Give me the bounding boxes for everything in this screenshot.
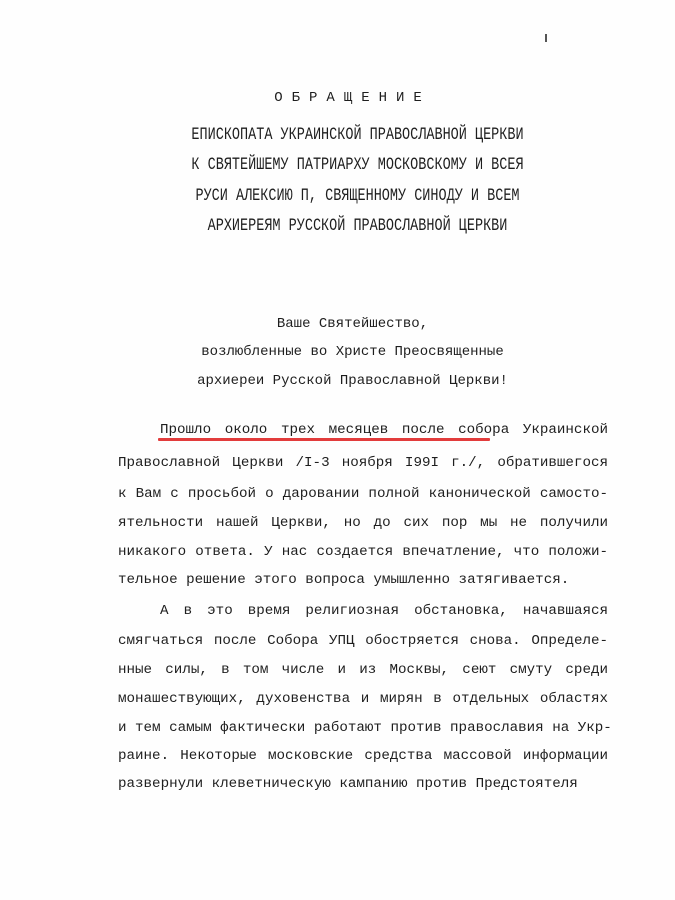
document-title: ОБРАЩЕНИЕ (274, 90, 431, 106)
subtitle-line: ЕПИСКОПАТА УКРАИНСКОЙ ПРАВОСЛАВНОЙ ЦЕРКВИ (191, 125, 524, 146)
body-line: тельное решение этого вопроса умышленно затягивается. (118, 572, 570, 588)
greeting-line: возлюбленные во Христе Преосвященные (201, 344, 504, 360)
body-line: и тем самым фактически работают против православия на Укр- (118, 720, 612, 736)
body-line: нные силы, в том числе и из Москвы, сеют смуту среди (118, 662, 608, 678)
red-underline-annotation (158, 438, 490, 441)
body-line: к Вам с просьбой о даровании полной канонической самосто- (118, 486, 608, 502)
body-line: монашествующих, духовенства и мирян в отдельных областях (118, 691, 608, 707)
greeting-line: архиереи Русской Православной Церкви! (197, 373, 508, 389)
body-line: развернули клеветническую кампанию против Предстоятеля (118, 776, 578, 792)
body-line: ятельности нашей Церкви, но до сих пор мы не получили (118, 515, 608, 531)
subtitle-line: К СВЯТЕЙШЕМУ ПАТРИАРХУ МОСКОВСКОМУ И ВСЕЯ (191, 155, 524, 176)
body-line: смягчаться после Собора УПЦ обостряется снова. Определе- (118, 633, 608, 649)
body-line: Прошло около трех месяцев после собора Украинской (160, 422, 608, 438)
body-line: Православной Церкви /I-3 ноября I99I г./, обратившегося (118, 455, 608, 471)
body-line: раине. Некоторые московские средства массовой информации (118, 748, 608, 764)
subtitle-line: РУСИ АЛЕКСИЮ П, СВЯЩЕННОМУ СИНОДУ И ВСЕМ (195, 186, 520, 207)
body-line: А в это время религиозная обстановка, начавшаяся (160, 603, 608, 619)
page-corner-mark (545, 34, 547, 42)
greeting-line: Ваше Святейшество, (276, 316, 429, 332)
subtitle-line: АРХИЕРЕЯМ РУССКОЙ ПРАВОСЛАВНОЙ ЦЕРКВИ (207, 216, 508, 237)
body-line: никакого ответа. У нас создается впечатление, что положи- (118, 544, 608, 560)
